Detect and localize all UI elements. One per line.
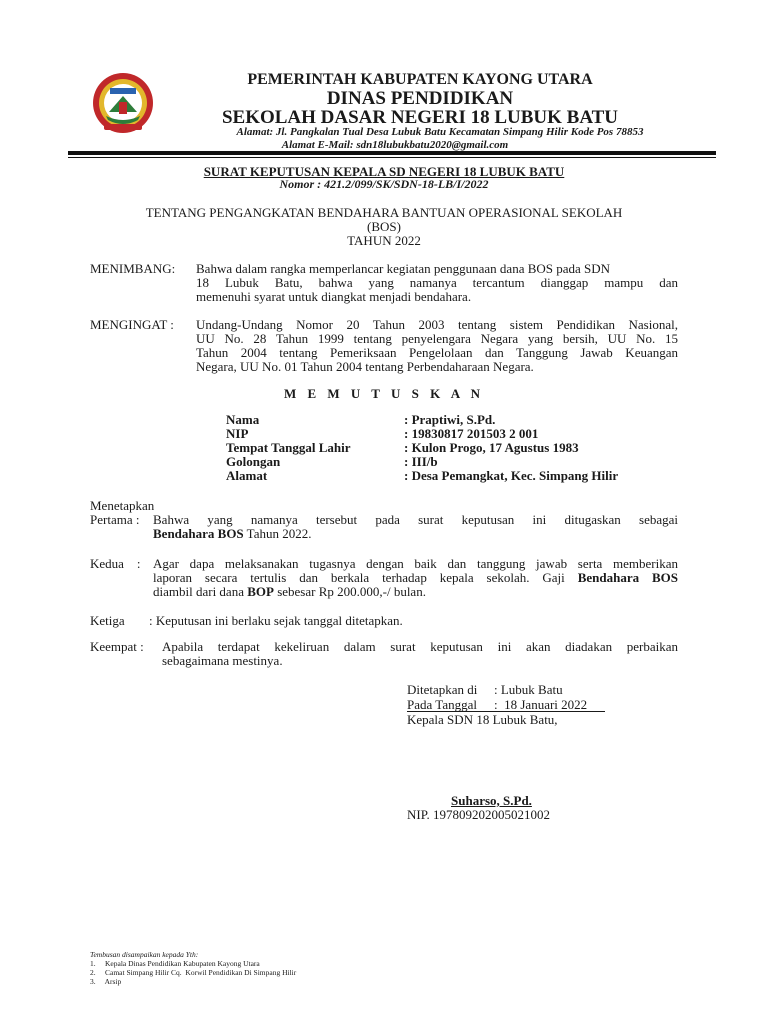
- menimbang-label: MENIMBANG:: [90, 261, 176, 276]
- decree-number: Nomor : 421.2/099/SK/SDN-18-LB/I/2022: [279, 177, 489, 191]
- carbon-copy-item: 2. Camat Simpang Hilir Cq. Korwil Pendidikan Di Simpang Hilir: [90, 968, 297, 977]
- identity-row: [226, 427, 618, 441]
- identity-key: Nama: [226, 412, 260, 427]
- identity-value: : Kulon Progo, 17 Agustus 1983: [404, 440, 579, 455]
- menimbang-line-2: 18 Lubuk Batu, bahwa yang namanya tercantum dianggap mampu dan: [196, 275, 678, 290]
- identity-key: Golongan: [226, 454, 281, 469]
- decree-subject: TENTANG PENGANGKATAN BENDAHARA BANTUAN OPERASIONAL SEKOLAH (BOS) TAHUN 2022: [145, 205, 623, 248]
- ketiga-label: Ketiga: [90, 613, 125, 628]
- carbon-copy-title: Tembusan disampaikan kepada Yth:: [90, 950, 199, 959]
- identity-value: : III/b: [404, 454, 438, 469]
- letterhead-email: Alamat E-Mail: sdn18lubukbatu2020@gmail.com: [281, 139, 509, 151]
- keempat-line-1: Apabila terdapat kekeliruan dalam surat keputusan ini akan diadakan perbaikan: [162, 639, 678, 654]
- menimbang-line-1: Bahwa dalam rangka memperlancar kegiatan penggunaan dana BOS pada SDN: [196, 261, 611, 276]
- pertama-line-1: Bahwa yang namanya tersebut pada surat keputusan ini ditugaskan sebagai: [153, 512, 678, 527]
- letterhead-government: PEMERINTAH KABUPATEN KAYONG UTARA: [247, 71, 593, 88]
- letterhead-divider-thick: [68, 151, 716, 155]
- pertama-label: Pertama :: [90, 512, 140, 527]
- carbon-copy-list: [90, 950, 296, 986]
- letterhead-school: SEKOLAH DASAR NEGERI 18 LUBUK BATU: [221, 107, 619, 128]
- mengingat-line-3: Tahun 2004 tentang Pemeriksaan Pengelolaan dan Tanggung Jawab Keuangan: [196, 345, 678, 360]
- menetapkan-label: Menetapkan: [90, 498, 155, 513]
- kedua-label: Kedua :: [90, 556, 141, 571]
- signature-date-value: : 18 Januari 2022: [494, 697, 588, 712]
- pertama-line-2: Bendahara BOS Tahun 2022.: [153, 526, 312, 541]
- mengingat-label: MENGINGAT :: [90, 317, 174, 332]
- identity-row: [226, 455, 618, 469]
- ketiga-text: : Keputusan ini berlaku sejak tanggal ditetapkan.: [149, 613, 403, 628]
- identity-value: : 19830817 201503 2 001: [404, 426, 539, 441]
- kedua-line-1: Agar dapa melaksanakan tugasnya dengan baik dan tanggung jawab serta memberikan: [153, 556, 678, 571]
- memutuskan-heading: M E M U T U S K A N: [283, 386, 485, 401]
- identity-row: [226, 441, 618, 455]
- signatory-name: Suharso, S.Pd.: [451, 793, 532, 808]
- appointee-identity-table: [226, 413, 618, 483]
- kedua-line-3: diambil dari dana BOP sebesar Rp 200.000,-/ bulan.: [153, 584, 426, 599]
- identity-key: NIP: [226, 426, 249, 441]
- identity-key: Alamat: [226, 468, 268, 483]
- keempat-label: Keempat :: [90, 639, 144, 654]
- signature-place-label: Ditetapkan di: [407, 682, 478, 697]
- identity-value: : Desa Pemangkat, Kec. Simpang Hilir: [404, 468, 619, 483]
- identity-row: [226, 469, 618, 483]
- letterhead-address: Alamat: Jl. Pangkalan Tual Desa Lubuk Batu Kecamatan Simpang Hilir Kode Pos 78853: [236, 126, 644, 138]
- mengingat-line-1: Undang-Undang Nomor 20 Tahun 2003 tentang sistem Pendidikan Nasional,: [196, 317, 678, 332]
- signature-date-label: Pada Tanggal: [407, 697, 477, 712]
- mengingat-line-4: Negara, UU No. 01 Tahun 2004 tentang Perbendaharaan Negara.: [196, 359, 534, 374]
- keempat-line-2: sebagaimana mestinya.: [162, 653, 283, 668]
- identity-key: Tempat Tanggal Lahir: [226, 440, 351, 455]
- carbon-copy-item: 1. Kepala Dinas Pendidikan Kabupaten Kayong Utara: [90, 959, 260, 968]
- kedua-line-2: laporan secara tertulis dan berkala terhadap kepala sekolah. Gaji Bendahara BOS: [153, 570, 678, 585]
- menimbang-line-3: memenuhi syarat untuk diangkat menjadi bendahara.: [196, 289, 472, 304]
- carbon-copy-item: 3. Arsip: [90, 977, 122, 986]
- decree-title: SURAT KEPUTUSAN KEPALA SD NEGERI 18 LUBUK BATU: [203, 164, 565, 179]
- signatory-nip: NIP. 197809202005021002: [407, 807, 551, 822]
- signature-position: Kepala SDN 18 Lubuk Batu,: [407, 712, 558, 727]
- signature-date-row: [407, 697, 605, 712]
- letterhead-department: DINAS PENDIDIKAN: [326, 88, 514, 109]
- mengingat-line-2: UU No. 28 Tahun 1999 tentang penyelengara Negara yang bersih, UU No. 15: [196, 331, 678, 346]
- letterhead-divider-thin: [68, 157, 716, 158]
- signature-place-value: : Lubuk Batu: [494, 682, 563, 697]
- identity-value: : Praptiwi, S.Pd.: [404, 412, 496, 427]
- identity-row: [226, 413, 618, 427]
